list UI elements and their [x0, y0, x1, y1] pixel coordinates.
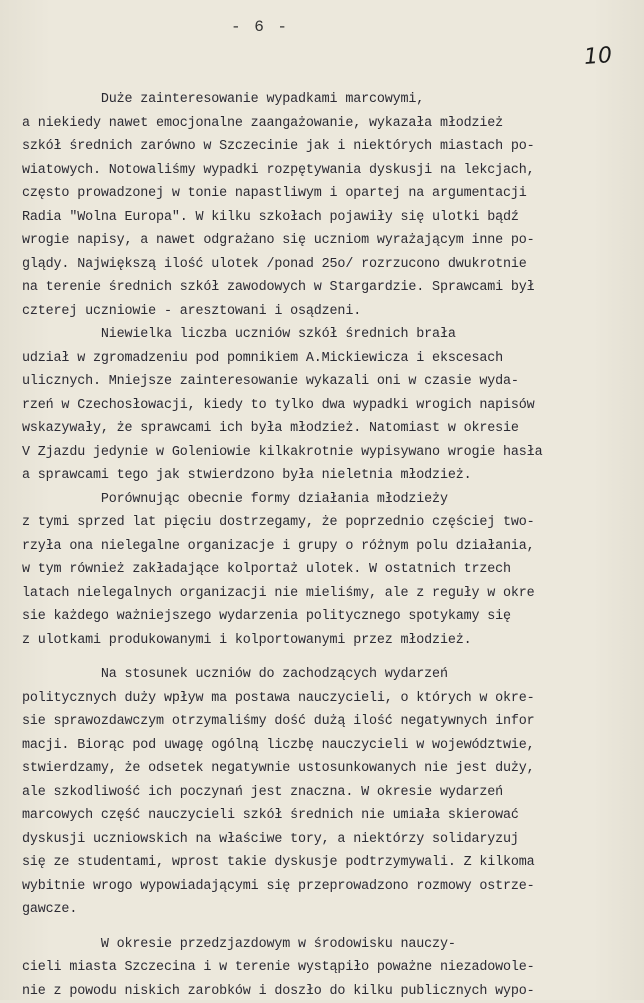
text-line: sie sprawozdawczym otrzymaliśmy dość dużą ilość negatywnych infor [22, 710, 634, 734]
page-number: - 6 - [0, 18, 520, 36]
text-line: W okresie przedzjazdowym w środowisku nauczy- [22, 933, 634, 957]
text-line: Porównując obecnie formy działania młodzieży [22, 488, 634, 512]
text-line: marcowych część nauczycieli szkół średnich nie umiała skierować [22, 804, 634, 828]
text-line: macji. Biorąc pod uwagę ogólną liczbę nauczycieli w województwie, [22, 734, 634, 758]
text-line: z tymi sprzed lat pięciu dostrzegamy, że poprzednio częściej two- [22, 511, 634, 535]
text-line: Na stosunek uczniów do zachodzących wydarzeń [22, 663, 634, 687]
text-line: wiatowych. Notowaliśmy wypadki rozpętywania dyskusji na lekcjach, [22, 159, 634, 183]
text-line: wrogie napisy, a nawet odgrażano się uczniom wyrażającym inne po- [22, 229, 634, 253]
text-line: gawcze. [22, 898, 634, 922]
text-line: często prowadzonej w tonie napastliwym i opartej na argumentacji [22, 182, 634, 206]
text-line: V Zjazdu jedynie w Goleniowie kilkakrotnie wypisywano wrogie hasła [22, 441, 634, 465]
text-line: dyskusji uczniowskich na właściwe tory, a niektórzy solidaryzuj [22, 828, 634, 852]
text-line: sie każdego ważniejszego wydarzenia politycznego spotykamy się [22, 605, 634, 629]
paragraph [22, 88, 634, 323]
text-line: z ulotkami produkowanymi i kolportowanymi przez młodzież. [22, 629, 634, 653]
text-line: wskazywały, że sprawcami ich była młodzież. Natomiast w okresie [22, 417, 634, 441]
paragraph [22, 323, 634, 488]
text-line: szkół średnich zarówno w Szczecinie jak i niektórych miastach po- [22, 135, 634, 159]
text-line: ale szkodliwość ich poczynań jest znaczna. W okresie wydarzeń [22, 781, 634, 805]
text-line: udział w zgromadzeniu pod pomnikiem A.Mickiewicza i ekscesach [22, 347, 634, 371]
text-line: Niewielka liczba uczniów szkół średnich brała [22, 323, 634, 347]
paragraph-gap [22, 922, 634, 933]
paragraph-gap [22, 652, 634, 663]
handwritten-folio-number: 10 [583, 43, 613, 70]
text-line: na terenie średnich szkół zawodowych w Stargardzie. Sprawcami był [22, 276, 634, 300]
text-line: politycznych duży wpływ ma postawa nauczycieli, o których w okre- [22, 687, 634, 711]
document-body [22, 88, 634, 1003]
text-line: rzeń w Czechosłowacji, kiedy to tylko dwa wypadki wrogich napisów [22, 394, 634, 418]
text-line: a sprawcami tego jak stwierdzono była nieletnia młodzież. [22, 464, 634, 488]
text-line: wybitnie wrogo wypowiadającymi się przeprowadzono rozmowy ostrze- [22, 875, 634, 899]
text-line: Radia "Wolna Europa". W kilku szkołach pojawiły się ulotki bądź [22, 206, 634, 230]
text-line: w tym również zakładające kolportaż ulotek. W ostatnich trzech [22, 558, 634, 582]
text-line: cieli miasta Szczecina i w terenie wystąpiło poważne niezadowole- [22, 956, 634, 980]
text-line: rzyła ona nielegalne organizacje i grupy o różnym polu działania, [22, 535, 634, 559]
text-line: glądy. Największą ilość ulotek /ponad 25o/ rozrzucono dwukrotnie [22, 253, 634, 277]
text-line: latach nielegalnych organizacji nie mieliśmy, ale z reguły w okre [22, 582, 634, 606]
paragraph [22, 488, 634, 653]
paragraph [22, 663, 634, 922]
text-line: czterej uczniowie - aresztowani i osądzeni. [22, 300, 634, 324]
text-line: ulicznych. Mniejsze zainteresowanie wykazali oni w czasie wyda- [22, 370, 634, 394]
text-line: Duże zainteresowanie wypadkami marcowymi, [22, 88, 634, 112]
text-line: stwierdzamy, że odsetek negatywnie ustosunkowanych nie jest duży, [22, 757, 634, 781]
text-line: się ze studentami, wprost takie dyskusje podtrzymywali. Z kilkoma [22, 851, 634, 875]
paragraph [22, 933, 634, 1003]
text-line: nie z powodu niskich zarobków i doszło do kilku publicznych wypo- [22, 980, 634, 1003]
text-line: a niekiedy nawet emocjonalne zaangażowanie, wykazała młodzież [22, 112, 634, 136]
